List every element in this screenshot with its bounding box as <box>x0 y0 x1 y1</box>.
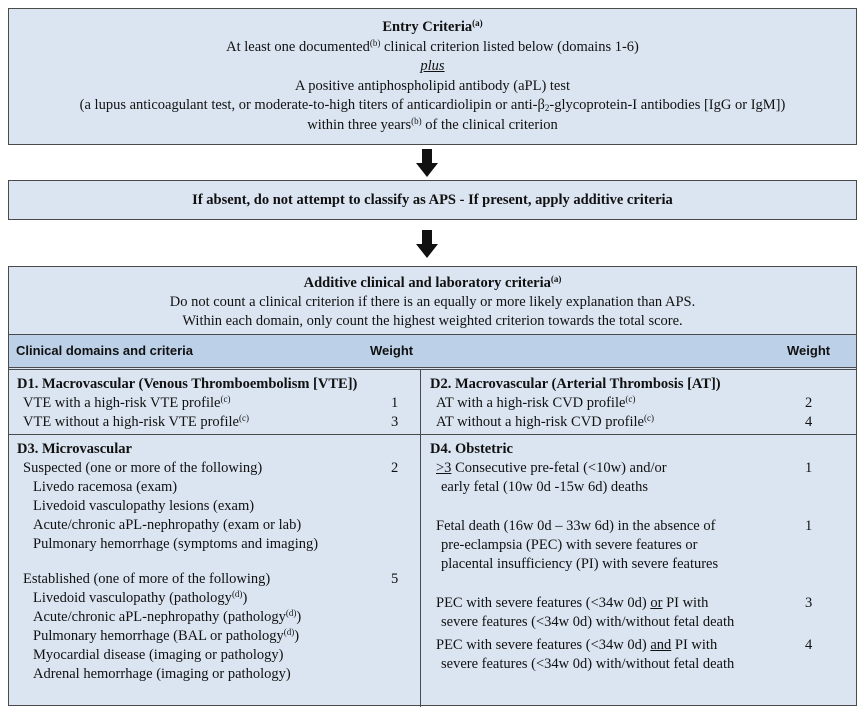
d3-established <box>17 570 412 589</box>
d4-o3-line-2: severe features (<34w 0d) with/without fetal death <box>441 614 735 630</box>
d3-suspected-item-4: Pulmonary hemorrhage (symptoms and imaging) <box>33 536 319 552</box>
column-header-weight-left: Weight <box>370 343 414 358</box>
d4-o4-weight: 4 <box>805 637 813 653</box>
d4-o4-and: and <box>650 637 672 653</box>
d3-e3-text: Pulmonary hemorrhage (BAL or pathology <box>33 628 284 644</box>
d4-o2-line-2: pre-eclampsia (PEC) with severe features or <box>441 537 698 553</box>
domain-d2 <box>430 375 840 432</box>
d3-e3-note: (d) <box>283 627 295 637</box>
d3-e2-end: ) <box>296 609 302 625</box>
d2-row-2-text: AT without a high-risk CVD profile <box>436 414 644 430</box>
d1-row-1-weight: 1 <box>391 395 399 411</box>
domain-d3 <box>17 440 412 684</box>
additive-line-2: Within each domain, only count the highest weighted criterion towards the total score. <box>182 313 683 329</box>
d2-row-1-note: (c) <box>625 394 636 404</box>
d4-o4-line-1 <box>430 636 840 655</box>
d4-spacer-2 <box>430 574 840 594</box>
entry-line-4-b: -glycoprotein-I antibodies [IgG or IgM]) <box>549 97 786 113</box>
d4-title: D4. Obstetric <box>430 441 513 457</box>
entry-criteria-box <box>8 8 857 145</box>
down-arrow-icon <box>416 149 438 177</box>
d2-title: D2. Macrovascular (Arterial Thrombosis [AT]) <box>430 376 721 392</box>
additive-title-text: Additive clinical and laboratory criteria <box>303 275 551 291</box>
entry-line-4 <box>9 96 856 116</box>
entry-line-3: A positive antiphospholipid antibody (aPL) test <box>294 77 571 94</box>
d4-o1-weight: 1 <box>805 460 813 476</box>
d3-established-weight: 5 <box>391 571 399 587</box>
entry-line-5-note: (b) <box>411 115 422 126</box>
entry-line-5 <box>9 116 856 136</box>
entry-line-5-b: of the clinical criterion <box>421 116 558 133</box>
d2-row-1-text: AT with a high-risk CVD profile <box>436 395 626 411</box>
entry-plus: plus <box>420 58 445 74</box>
d3-suspected-item-3: Acute/chronic aPL-nephropathy (exam or lab) <box>33 517 302 533</box>
d2-row-1 <box>430 394 840 413</box>
d4-o3-text-a1: PEC with severe features (<34w 0d) <box>436 595 651 611</box>
d4-o2-line-1 <box>430 517 840 536</box>
d1-row-2-text: VTE without a high-risk VTE profile <box>23 414 239 430</box>
d2-row-1-weight: 2 <box>805 395 813 411</box>
d4-o3-line-1 <box>430 594 840 613</box>
entry-title-note: (a) <box>472 18 483 28</box>
d2-row-2-note: (c) <box>643 413 654 423</box>
d3-established-item-3 <box>17 627 412 646</box>
column-header-weight-right: Weight <box>787 343 831 358</box>
column-header-row <box>9 334 856 368</box>
d3-e3-end: ) <box>294 628 300 644</box>
d4-o1-text-a: Consecutive pre-fetal (<10w) and/or <box>451 460 667 476</box>
d4-o1-line-2: early fetal (10w 0d -15w 6d) deaths <box>441 479 648 495</box>
additive-line-1: Do not count a clinical criterion if there is an equally or more likely explanation than APS. <box>169 294 696 310</box>
d4-o2-line-3: placental insufficiency (PI) with severe features <box>441 556 719 572</box>
d3-suspected <box>17 459 412 478</box>
d3-established-item-5: Adrenal hemorrhage (imaging or pathology) <box>33 666 291 682</box>
entry-line-1 <box>9 38 856 58</box>
divider-vertical <box>420 369 421 707</box>
d4-o1-line-1 <box>430 459 840 478</box>
classification-instruction-text: If absent, do not attempt to classify as APS - If present, apply additive criteria <box>192 192 673 208</box>
d3-suspected-text: Suspected (one or more of the following) <box>23 460 263 476</box>
d3-e2-text: Acute/chronic aPL-nephropathy (pathology <box>33 609 286 625</box>
d1-row-1-text: VTE with a high-risk VTE profile <box>23 395 221 411</box>
d4-o3-text-a2: PI with <box>662 595 709 611</box>
d3-e1-note: (d) <box>231 589 243 599</box>
down-arrow-icon <box>416 230 438 258</box>
entry-line-1-note: (b) <box>369 37 381 48</box>
d4-o4-text-a1: PEC with severe features (<34w 0d) <box>436 637 651 653</box>
entry-criteria-title <box>9 18 856 38</box>
d4-o1-ge: >3 <box>436 460 452 476</box>
d3-established-item-1 <box>17 589 412 608</box>
classification-instruction-box <box>8 180 857 220</box>
d3-e1-text: Livedoid vasculopathy (pathology <box>33 590 232 606</box>
d3-suspected-item-2: Livedoid vasculopathy lesions (exam) <box>33 498 255 514</box>
d1-row-2-note: (c) <box>239 413 249 423</box>
divider-top <box>9 369 856 370</box>
d4-o4-text-a2: PI with <box>671 637 718 653</box>
d3-e2-note: (d) <box>285 608 297 618</box>
column-header-domains: Clinical domains and criteria <box>16 343 193 358</box>
d3-suspected-item-1: Livedo racemosa (exam) <box>33 479 178 495</box>
additive-criteria-box <box>8 266 857 706</box>
d3-established-item-4: Myocardial disease (imaging or pathology) <box>33 647 284 663</box>
domain-d1 <box>17 375 412 432</box>
d2-row-2 <box>430 413 840 432</box>
entry-line-4-a: (a lupus anticoagulant test, or moderate-to-high titers of anticardiolipin or anti-β <box>79 97 545 113</box>
additive-criteria-header <box>9 267 856 335</box>
d3-suspected-weight: 2 <box>391 460 399 476</box>
d1-row-1 <box>17 394 412 413</box>
divider-middle <box>9 434 856 435</box>
additive-criteria-title <box>9 274 856 293</box>
entry-line-1-b: clinical criterion listed below (domains 1-6) <box>380 38 639 55</box>
d4-o3-weight: 3 <box>805 595 813 611</box>
d4-o2-text-a: Fetal death (16w 0d – 33w 6d) in the absence of <box>436 518 716 534</box>
d3-spacer <box>17 554 412 570</box>
additive-title-note: (a) <box>550 274 562 284</box>
entry-title-text: Entry Criteria <box>382 19 473 35</box>
d1-row-2 <box>17 413 412 432</box>
d1-row-1-note: (c) <box>220 394 231 404</box>
d4-o3-or: or <box>650 595 663 611</box>
d4-o2-weight: 1 <box>805 518 813 534</box>
d4-spacer-1 <box>430 497 840 517</box>
d1-row-2-weight: 3 <box>391 414 399 430</box>
entry-line-1-a: At least one documented <box>226 38 370 55</box>
domain-d4 <box>430 440 840 674</box>
d3-established-item-2 <box>17 608 412 627</box>
entry-line-4-sub: 2 <box>544 103 550 113</box>
d3-e1-end: ) <box>242 590 248 606</box>
d3-established-text: Established (one of more of the following) <box>23 571 271 587</box>
entry-line-5-a: within three years <box>307 116 412 133</box>
d4-o4-line-2: severe features (<34w 0d) with/without fetal death <box>441 656 735 672</box>
d1-title: D1. Macrovascular (Venous Thromboembolism [VTE]) <box>17 376 358 392</box>
d3-title: D3. Microvascular <box>17 441 132 457</box>
d2-row-2-weight: 4 <box>805 414 813 430</box>
